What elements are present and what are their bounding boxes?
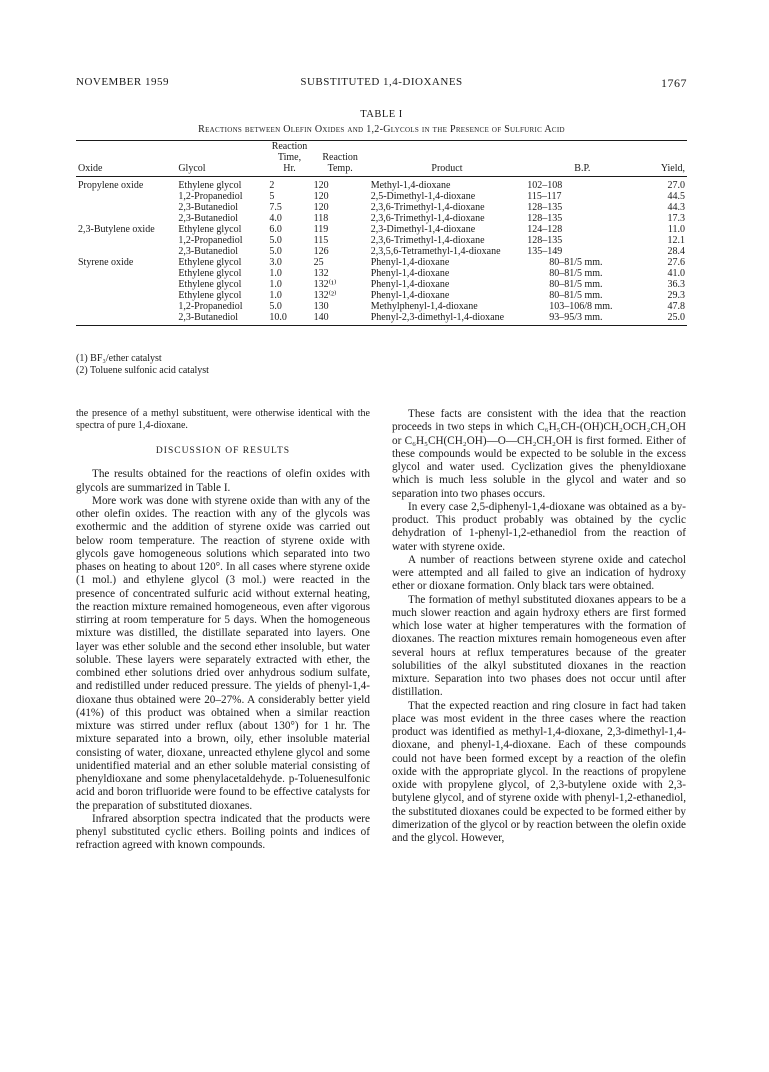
cell-oxide — [76, 202, 176, 213]
cell-time: 5 — [269, 191, 275, 202]
header-time: Reaction Time, Hr. — [267, 141, 311, 177]
cell-temp: 115 — [313, 235, 329, 246]
cell-oxide — [76, 279, 176, 290]
cell-yield: 12.1 — [667, 235, 685, 246]
footnote-2: (2) Toluene sulfonic acid catalyst — [76, 365, 209, 376]
cell-time: 1.0 — [269, 290, 282, 301]
cell-yield: 44.3 — [667, 202, 685, 213]
cell-glycol: 2,3-Butanediol — [176, 312, 267, 326]
cell-yield: 25.0 — [639, 312, 687, 326]
cell-temp: 132⁽²⁾ — [313, 290, 337, 301]
cell-time: 3.0 — [269, 257, 282, 268]
header-yield: Yield, — [639, 141, 687, 177]
footnote-1: (1) BF₃/ether catalyst — [76, 353, 162, 364]
cell-oxide — [76, 246, 176, 257]
cell-temp: 118 — [313, 213, 329, 224]
cell-temp: 120 — [313, 191, 329, 202]
paragraph: The results obtained for the reactions of olefin oxides with glycols are summarized in Table I. — [76, 468, 370, 494]
header-glycol: Glycol — [176, 141, 267, 177]
cell-time: 7.5 — [269, 202, 282, 213]
cell-product: 2,3,6-Trimethyl-1,4-dioxane — [370, 235, 485, 246]
left-column — [76, 408, 370, 853]
table-body — [76, 177, 687, 326]
cell-temp: 25 — [313, 257, 324, 268]
paragraph: In every case 2,5-diphenyl-1,4-dioxane was obtained as a by-product. This product probably was obtained by the cyclic dehydration of 1-phenyl-1,2-ethanediol from the reaction of water with styrene oxide. — [392, 500, 686, 553]
cell-temp: 140 — [312, 312, 369, 326]
cell-yield: 17.3 — [667, 213, 685, 224]
intro-paragraph: the presence of a methyl substituent, were otherwise identical with the spectra of pure 1,4-dioxane. — [76, 408, 370, 431]
header-oxide: Oxide — [76, 141, 176, 177]
cell-yield: 41.0 — [667, 268, 685, 279]
table-row — [76, 191, 687, 202]
paragraph: That the expected reaction and ring closure in fact had taken place was most evident in the three cases where the reaction product was identified as methyl-1,4-dioxane, 2,3-dimethyl-1,4-dioxane, and phenyl-1,4-dioxane. Each of these compounds could not have been formed except by a reaction of the olefin oxide with the appropriate glycol. In the reactions of propylene oxide with propylene glycol, of 2,3-butylene oxide with 2,3-butylene glycol, and of styrene oxide with phenyl-1,2-ethanediol, the substituted dioxanes could be expected to be formed either by dimerization of the glycol or by reaction between the olefin oxide and the glycol. However, — [392, 699, 686, 844]
section-heading: DISCUSSION OF RESULTS — [155, 446, 291, 456]
cell-time: 1.0 — [269, 268, 282, 279]
cell-bp: 80–81/5 mm. — [549, 279, 603, 290]
cell-product: Methyl-1,4-dioxane — [370, 180, 451, 191]
cell-temp: 130 — [313, 301, 329, 312]
cell-oxide — [76, 268, 176, 279]
table-footnotes — [76, 353, 209, 377]
header-bp: B.P. — [525, 141, 639, 177]
header-product: Product — [369, 141, 526, 177]
cell-yield: 11.0 — [667, 224, 685, 235]
table-row — [76, 268, 687, 279]
cell-temp: 120 — [313, 202, 329, 213]
table-row — [76, 312, 687, 326]
cell-glycol: Ethylene glycol — [178, 279, 242, 290]
page-number: 1767 — [661, 76, 687, 90]
cell-yield: 44.5 — [667, 191, 685, 202]
cell-bp: 102–108 — [527, 180, 563, 191]
cell-oxide — [76, 312, 176, 326]
cell-oxide — [76, 235, 176, 246]
cell-yield: 29.3 — [667, 290, 685, 301]
cell-temp: 132⁽¹⁾ — [313, 279, 337, 290]
cell-time: 6.0 — [269, 224, 282, 235]
cell-product: 2,3,6-Trimethyl-1,4-dioxane — [370, 202, 485, 213]
cell-yield: 36.3 — [667, 279, 685, 290]
cell-bp: 103–106/8 mm. — [549, 301, 613, 312]
cell-time: 5.0 — [269, 301, 282, 312]
cell-product: Phenyl-2,3-dimethyl-1,4-dioxane — [369, 312, 526, 326]
cell-product: Phenyl-1,4-dioxane — [370, 290, 450, 301]
cell-glycol: 2,3-Butanediol — [178, 246, 239, 257]
cell-yield: 28.4 — [667, 246, 685, 257]
running-header — [76, 76, 687, 92]
cell-product: Methylphenyl-1,4-dioxane — [370, 301, 478, 312]
cell-yield: 47.8 — [667, 301, 685, 312]
table-row — [76, 202, 687, 213]
cell-product: 2,3,6-Trimethyl-1,4-dioxane — [370, 213, 485, 224]
paragraph: These facts are consistent with the idea that the reaction proceeds in two steps in which C₆H₅CH-(OH)CH₂OCH₂CH₂OH or C₆H₅CH(CH₂OH)—O—CH₂CH₂OH is first formed. Either of these compounds would be expected to be soluble in the excess glycol and water used. Cyclization gives the phenyldioxane which is much less soluble in the glycol and water and so separation into two phases occurs. — [392, 408, 686, 500]
paragraph: The formation of methyl substituted dioxanes appears to be a much slower reaction and again hydroxy ethers are first formed which lose water at higher temperatures with the formation of dioxanes. The reaction mixtures remain homogeneous even after several hours at reflux temperatures because of the greater solubilities of the alkyl substituted dioxanes in the reaction mixture. Separation into two phases does not occur until after distillation. — [392, 593, 686, 699]
cell-temp: 132 — [313, 268, 329, 279]
cell-oxide: Propylene oxide — [78, 180, 144, 191]
table-caption: Reactions between Olefin Oxides and 1,2-Glycols in the Presence of Sulfuric Acid — [198, 124, 565, 135]
header-temp: Reaction Temp. — [312, 141, 369, 177]
cell-bp: 128–135 — [527, 235, 563, 246]
cell-bp: 80–81/5 mm. — [549, 257, 603, 268]
cell-bp: 135–149 — [527, 246, 563, 257]
table-row — [76, 246, 687, 257]
cell-oxide: Styrene oxide — [78, 257, 134, 268]
cell-product: 2,3,5,6-Tetramethyl-1,4-dioxane — [370, 246, 501, 257]
paragraph: A number of reactions between styrene oxide and catechol were attempted and all failed to give an indication of hydroxy ether or dioxane formation. Only black tars were obtained. — [392, 553, 686, 593]
cell-oxide — [76, 301, 176, 312]
cell-product: Phenyl-1,4-dioxane — [370, 257, 450, 268]
cell-yield: 27.6 — [667, 257, 685, 268]
cell-glycol: 1,2-Propanediol — [178, 191, 243, 202]
table-row — [76, 279, 687, 290]
cell-time: 2 — [269, 180, 275, 191]
table-row — [76, 177, 687, 192]
cell-bp: 80–81/5 mm. — [549, 268, 603, 279]
cell-product: 2,5-Dimethyl-1,4-dioxane — [370, 191, 476, 202]
cell-glycol: Ethylene glycol — [178, 290, 242, 301]
table-row — [76, 235, 687, 246]
cell-oxide — [76, 213, 176, 224]
cell-time: 5.0 — [269, 246, 282, 257]
cell-time: 10.0 — [267, 312, 311, 326]
cell-time: 1.0 — [269, 279, 282, 290]
cell-product: Phenyl-1,4-dioxane — [370, 279, 450, 290]
cell-yield: 27.0 — [667, 180, 685, 191]
cell-oxide: 2,3-Butylene oxide — [78, 224, 155, 235]
table-row — [76, 213, 687, 224]
cell-glycol: 2,3-Butanediol — [178, 213, 239, 224]
cell-time: 5.0 — [269, 235, 282, 246]
cell-glycol: 2,3-Butanediol — [178, 202, 239, 213]
cell-bp: 115–117 — [527, 191, 562, 202]
header-title: SUBSTITUTED 1,4-DIOXANES — [300, 76, 463, 88]
cell-oxide — [76, 290, 176, 301]
cell-bp: 128–135 — [527, 213, 563, 224]
cell-bp: 93–95/3 mm. — [525, 312, 639, 326]
cell-glycol: Ethylene glycol — [178, 224, 242, 235]
cell-glycol: Ethylene glycol — [178, 268, 242, 279]
cell-glycol: Ethylene glycol — [178, 180, 242, 191]
cell-bp: 128–135 — [527, 202, 563, 213]
table-row — [76, 224, 687, 235]
cell-bp: 124–128 — [527, 224, 563, 235]
table-row — [76, 301, 687, 312]
paragraph: Infrared absorption spectra indicated that the products were phenyl substituted cyclic ethers. Boiling points and indices of refraction agreed with known compounds. — [76, 812, 370, 852]
table-label: TABLE I — [360, 109, 403, 120]
cell-glycol: 1,2-Propanediol — [178, 301, 243, 312]
cell-bp: 80–81/5 mm. — [549, 290, 603, 301]
cell-glycol: Ethylene glycol — [178, 257, 242, 268]
cell-temp: 120 — [313, 180, 329, 191]
cell-time: 4.0 — [269, 213, 282, 224]
header-date: NOVEMBER 1959 — [76, 76, 169, 88]
right-column — [392, 408, 686, 845]
cell-product: Phenyl-1,4-dioxane — [370, 268, 450, 279]
cell-oxide — [76, 191, 176, 202]
cell-glycol: 1,2-Propanediol — [178, 235, 243, 246]
paragraph: More work was done with styrene oxide than with any of the other olefin oxides. The reaction with any of the glycols was exothermic and the addition of styrene oxide was carried out below room temperature. The reaction of styrene oxide with glycols gave homogeneous solutions which separated into two phases on heating to about 120°. In all cases where styrene oxide (1 mol.) and ethylene glycol (3 mol.) were reacted in the presence of concentrated sulfuric acid without external heating, the reaction mixture remained homogeneous, even after vigorous stirring at room temperature for 5 days. When the homogeneous mixture was distilled, the distillate separated into layers. One layer was ether soluble and the second ether insoluble, but water soluble. These layers were separately extracted with ether, the combined ether solutions dried over anhydrous sodium sulfate, and redistilled under reduced pressure. The yields of phenyl-1,4-dioxane thus obtained were 20–27%. A considerably better yield (41%) of this product was obtained when a similar reaction mixture was stirred under reflux (about 130°) for 1 hr. The mixture separated into a brown, oily, ether insoluble material consisting of water, dioxane, unreacted ethylene glycol and some unidentified material and an ether soluble material consisting of phenyldioxane and some phenylacetaldehyde. p-Toluenesulfonic acid and boron trifluoride were found to be effective catalysts for the preparation of substituted dioxanes. — [76, 494, 370, 812]
results-table — [76, 140, 687, 326]
cell-temp: 119 — [313, 224, 329, 235]
cell-product: 2,3-Dimethyl-1,4-dioxane — [370, 224, 476, 235]
cell-temp: 126 — [313, 246, 329, 257]
table-row — [76, 290, 687, 301]
table-row — [76, 257, 687, 268]
